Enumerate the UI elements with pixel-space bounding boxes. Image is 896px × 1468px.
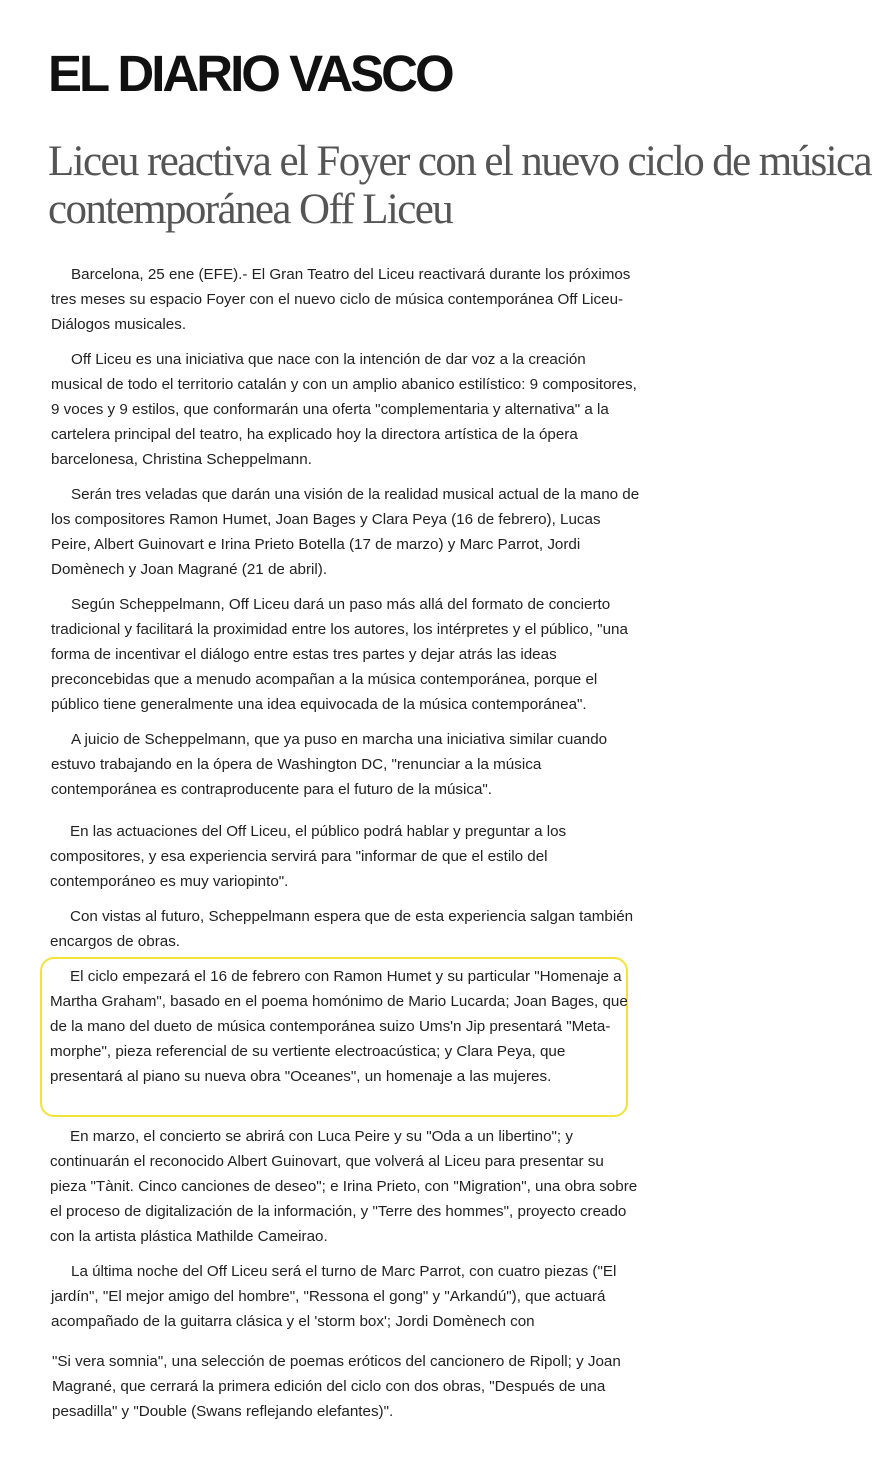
article-paragraph: Según Scheppelmann, Off Liceu dará un paso más allá del formato de concierto tradicional y facilitará la proximidad entre los autores, los intérpretes y el público, "una forma de incentivar el diálogo entre estas tres partes y dejar atrás las ideas preconcebidas que a menudo acompañan a la música contemporánea, porque el público tiene generalmente una idea equivocada de la música contemporánea". [51, 596, 628, 713]
article-paragraph: Barcelona, 25 ene (EFE).- El Gran Teatro del Liceu reactivará durante los próximos tres meses su espacio Foyer con el nuevo ciclo de música contemporánea Off Liceu-Diálogos musicales. [51, 266, 631, 333]
article-paragraph-continuation: "Si vera somnia", una selección de poemas eróticos del cancionero de Ripoll; y Joan Magrané, que cerrará la primera edición del ciclo con dos obras, "Después de una pesadilla" y "Double (Swans reflejando elefantes)". [52, 1353, 621, 1420]
article-paragraph: Off Liceu es una iniciativa que nace con la intención de dar voz a la creación musical de todo el territorio catalán y con un amplio abanico estilístico: 9 compositores, 9 voces y 9 estilos, que conformarán una oferta "complementaria y alternativa" a la cartelera principal del teatro, ha explicado hoy la directora artística de la ópera barcelonesa, Christina Scheppelmann. [51, 351, 637, 468]
article-paragraph: La última noche del Off Liceu será el turno de Marc Parrot, con cuatro piezas ("El jardín", "El mejor amigo del hombre", "Ressona el gong" y "Arkandú"), que actuará acompañado de la guitarra clásica y el 'storm box'; Jordi Domènech con [51, 1263, 617, 1330]
article-paragraph: En las actuaciones del Off Liceu, el público podrá hablar y preguntar a los compositores, y esa experiencia servirá para "informar de que el estilo del contemporáneo es muy variopinto". [50, 823, 567, 890]
article-paragraph: Serán tres veladas que darán una visión de la realidad musical actual de la mano de los compositores Ramon Humet, Joan Bages y Clara Peya (16 de febrero), Lucas Peire, Albert Guinovart e Irina Prieto Botella (17 de marzo) y Marc Parrot, Jordi Domènech y Joan Magrané (21 de abril). [51, 486, 640, 578]
article-paragraph: A juicio de Scheppelmann, que ya puso en marcha una iniciativa similar cuando estuvo trabajando en la ópera de Washington DC, "renunciar a la música contemporánea es contraproducente para el futuro de la música". [51, 731, 608, 798]
article-paragraph: Con vistas al futuro, Scheppelmann espera que de esta experiencia salgan también encargos de obras. [50, 908, 634, 950]
highlighted-paragraph: El ciclo empezará el 16 de febrero con Ramon Humet y su particular "Homenaje a Martha Graham", basado en el poema homónimo de Mario Lucarda; Joan Bages, que de la mano del dueto de música contemporánea suizo Ums'n Jip presentará "Meta-morphe", pieza referencial de su vertiente electroacústica; y Clara Peya, que presentará al piano su nueva obra "Oceanes", un homenaje a las mujeres. [50, 968, 628, 1085]
newspaper-masthead: EL DIARIO VASCO [48, 45, 452, 102]
article-paragraph: En marzo, el concierto se abrirá con Luca Peire y su "Oda a un libertino"; y continuarán el reconocido Albert Guinovart, que volverá al Liceu para presentar su pieza "Tànit. Cinco canciones de deseo"; e Irina Prieto, con "Migration", una obra sobre el proceso de digitalización de la información, y "Terre des hommes", proyecto creado con la artista plástica Mathilde Cameirao. [50, 1128, 638, 1245]
article-headline: Liceu reactiva el Foyer con el nuevo ciclo de música contemporánea Off Liceu [48, 138, 871, 233]
